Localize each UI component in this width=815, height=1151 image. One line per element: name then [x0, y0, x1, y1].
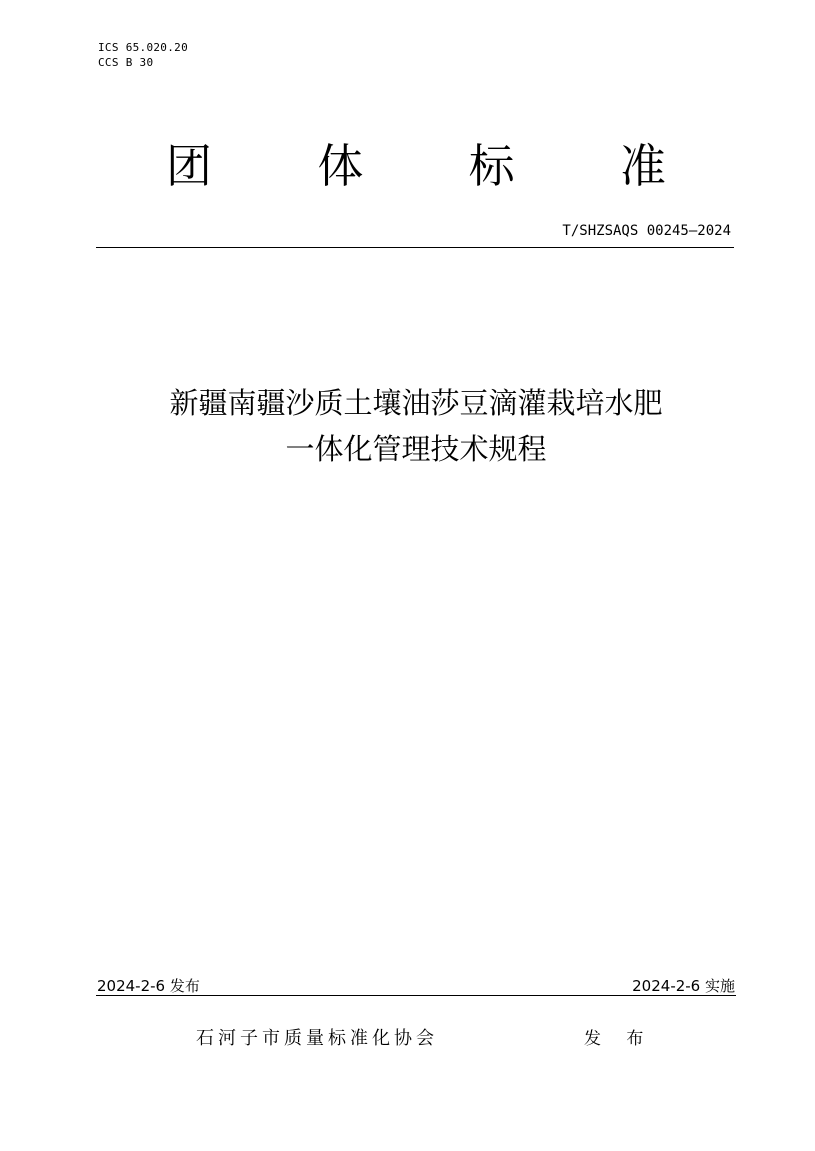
- standard-type-char-2: 体: [317, 139, 364, 193]
- document-title: [96, 380, 736, 472]
- standard-type-char-4: 准: [619, 139, 666, 193]
- bottom-divider: [96, 995, 736, 996]
- standard-type-heading: [96, 136, 736, 196]
- title-line-1: 新疆南疆沙质土壤油莎豆滴灌栽培水肥: [169, 386, 663, 420]
- classification-codes: [98, 40, 188, 70]
- ics-code: ICS 65.020.20: [98, 41, 188, 54]
- top-divider: [96, 247, 734, 248]
- title-line-2: 一体化管理技术规程: [285, 432, 547, 466]
- ccs-code: CCS B 30: [98, 56, 154, 69]
- issuing-organization: 石河子市质量标准化协会: [196, 1028, 438, 1049]
- standard-type-char-1: 团: [166, 139, 212, 193]
- standard-type-char-3: 标: [468, 139, 515, 193]
- issue-label: 发 布: [584, 1029, 654, 1049]
- standard-number: T/SHZSAQS 00245—2024: [562, 223, 731, 239]
- implementation-date: 2024-2-6 实施: [632, 977, 735, 995]
- publish-date: 2024-2-6 发布: [97, 977, 200, 995]
